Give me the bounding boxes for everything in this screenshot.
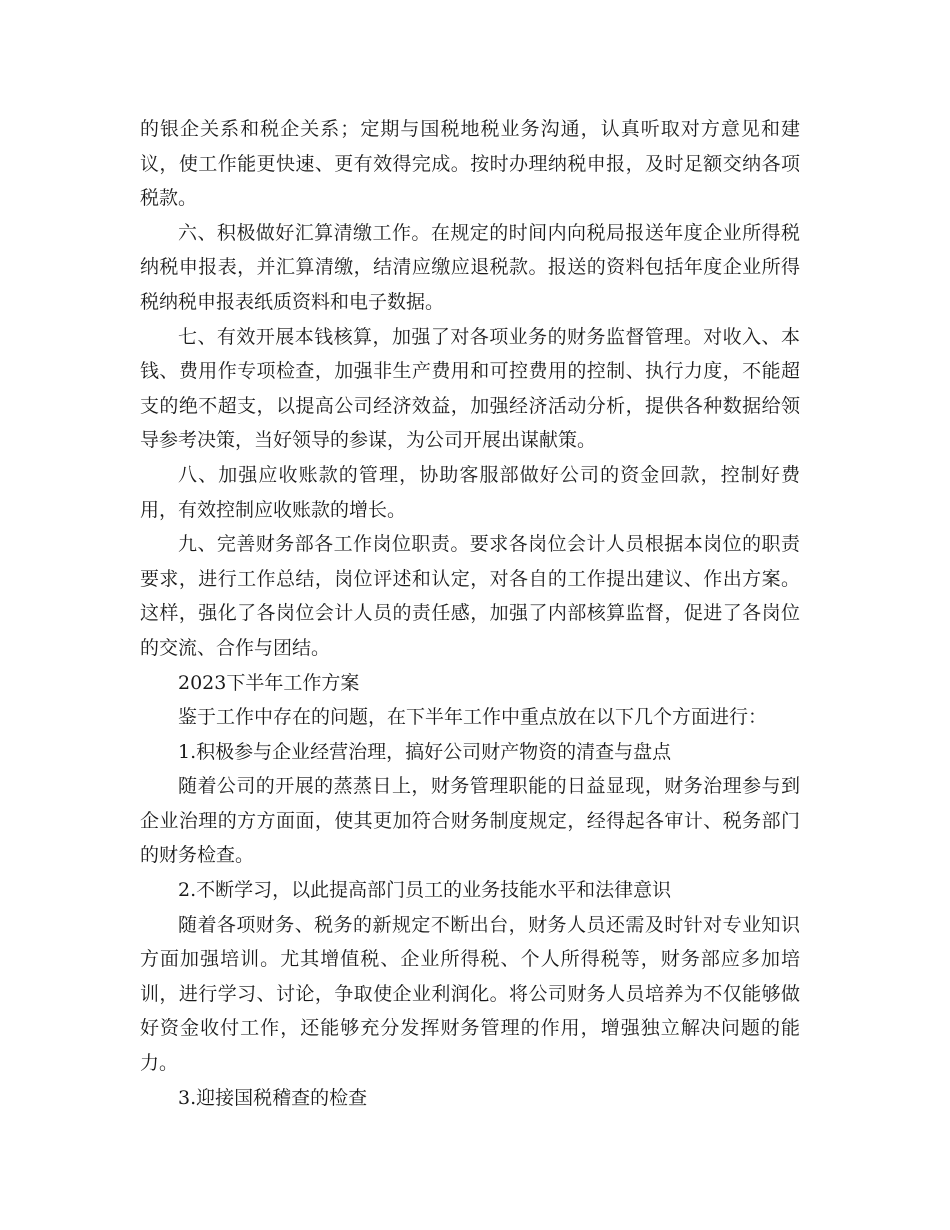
paragraph-item-eight: 八、加强应收账款的管理，协助客服部做好公司的资金回款，控制好费用，有效控制应收账款的增长。 [140, 463, 800, 521]
paragraph-item-six: 六、积极做好汇算清缴工作。在规定的时间内向税局报送年度企业所得税纳税申报表，并汇算清缴，结清应缴应退税款。报送的资料包括年度企业所得税纳税申报表纸质资料和电子数据。 [140, 221, 800, 313]
paragraph-item-seven: 七、有效开展本钱核算，加强了对各项业务的财务监督管理。对收入、本钱、费用作专项检查，加强非生产费用和可控费用的控制、执行力度，不能超支的绝不超支，以提高公司经济效益，加强经济活动分析，提供各种数据给领导参考决策，当好领导的参谋，为公司开展出谋献策。 [140, 325, 800, 452]
plan-point-1-heading: 1.积极参与企业经营治理，搞好公司财产物资的清查与盘点 [178, 740, 672, 763]
document-body [140, 112, 800, 1115]
paragraph-bank-tax-relations: 的银企关系和税企关系；定期与国税地税业务沟通，认真听取对方意见和建议，使工作能更快速、更有效得完成。按时办理纳税申报，及时足额交纳各项税款。 [140, 118, 800, 210]
paragraph-plan-intro: 鉴于工作中存在的问题，在下半年工作中重点放在以下几个方面进行： [178, 706, 768, 729]
plan-point-2-body: 随着各项财务、税务的新规定不断出台，财务人员还需及时针对专业知识方面加强培训。尤其增值税、企业所得税、个人所得税等，财务部应多加培训，进行学习、讨论，争取使企业利润化。将公司财务人员培养为不仅能够做好资金收付工作，还能够充分发挥财务管理的作用，增强独立解决问题的能力。 [140, 913, 800, 1075]
plan-point-1-body: 随着公司的开展的蒸蒸日上，财务管理职能的日益显现，财务治理参与到企业治理的方方面面，使其更加符合财务制度规定，经得起各审计、税务部门的财务检查。 [140, 775, 800, 867]
plan-point-2-heading: 2.不断学习，以此提高部门员工的业务技能水平和法律意识 [178, 879, 672, 902]
section-heading-plan: 2023下半年工作方案 [178, 671, 360, 694]
paragraph-item-nine: 九、完善财务部各工作岗位职责。要求各岗位会计人员根据本岗位的职责要求，进行工作总结，岗位评述和认定，对各自的工作提出建议、作出方案。这样，强化了各岗位会计人员的责任感，加强了内部核算监督，促进了各岗位的交流、合作与团结。 [140, 533, 800, 659]
plan-point-3-heading: 3.迎接国税稽查的检查 [178, 1086, 368, 1109]
